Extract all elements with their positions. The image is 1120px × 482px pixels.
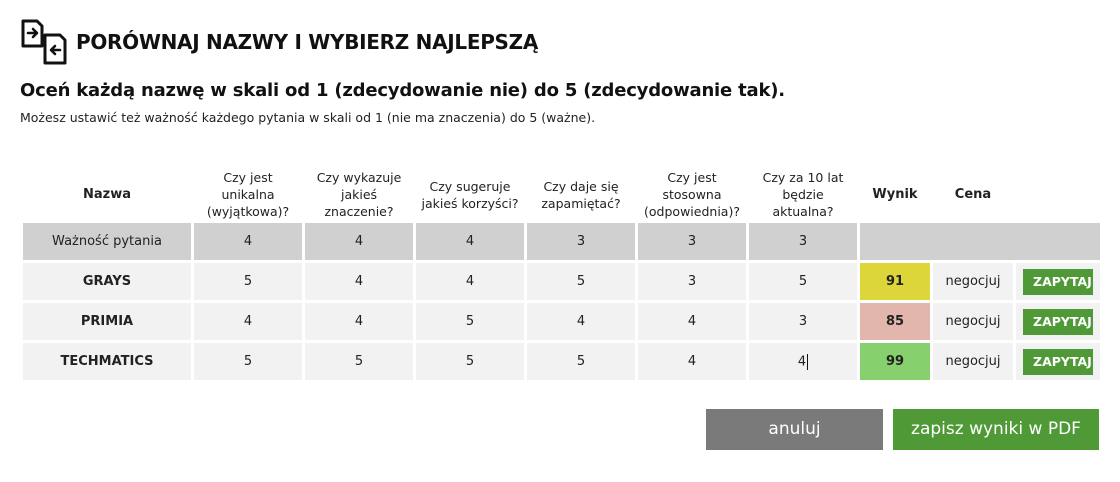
row-name: TECHMATICS bbox=[23, 343, 191, 380]
header-action bbox=[1016, 169, 1100, 220]
instructions-text: Możesz ustawić też ważność każdego pytania w skali od 1 (nie ma znaczenia) do 5 (ważne). bbox=[20, 110, 596, 125]
weight-input[interactable]: 3 bbox=[749, 223, 857, 260]
page-header bbox=[20, 18, 538, 66]
score-cell: 85 bbox=[860, 303, 930, 340]
action-cell bbox=[1016, 343, 1100, 380]
rating-input[interactable]: 5 bbox=[194, 343, 302, 380]
rating-input[interactable]: 5 bbox=[194, 263, 302, 300]
rating-input[interactable]: 4 bbox=[305, 263, 413, 300]
weights-empty bbox=[860, 223, 1100, 260]
ask-button[interactable]: ZAPYTAJ bbox=[1023, 269, 1093, 295]
header-meaning: Czy wykazuje jakieś znaczenie? bbox=[316, 170, 402, 219]
score-cell: 91 bbox=[860, 263, 930, 300]
weight-input[interactable]: 3 bbox=[638, 223, 746, 260]
header-memorable: Czy daje się zapamiętać? bbox=[541, 178, 621, 211]
rating-input[interactable]: 4 bbox=[527, 303, 635, 340]
weight-input[interactable]: 3 bbox=[527, 223, 635, 260]
price-cell: negocjuj bbox=[933, 343, 1013, 380]
row-name: PRIMIA bbox=[23, 303, 191, 340]
row-name: GRAYS bbox=[23, 263, 191, 300]
weight-input[interactable]: 4 bbox=[416, 223, 524, 260]
rating-input[interactable]: 5 bbox=[416, 303, 524, 340]
text-caret bbox=[807, 354, 808, 370]
rating-input[interactable]: 4 bbox=[305, 303, 413, 340]
action-cell bbox=[1016, 303, 1100, 340]
rating-input[interactable]: 4 bbox=[194, 303, 302, 340]
rating-input[interactable]: 5 bbox=[416, 343, 524, 380]
weights-label: Ważność pytania bbox=[23, 223, 191, 260]
instructions-heading: Oceń każdą nazwę w skali od 1 (zdecydowanie nie) do 5 (zdecydowanie tak). bbox=[20, 80, 785, 101]
ask-button[interactable]: ZAPYTAJ bbox=[1023, 309, 1093, 335]
header-unique: Czy jest unikalna (wyjątkowa)? bbox=[206, 170, 290, 219]
action-cell bbox=[1016, 263, 1100, 300]
rating-input[interactable]: 4 bbox=[416, 263, 524, 300]
weight-input[interactable]: 4 bbox=[194, 223, 302, 260]
cancel-button[interactable]: anuluj bbox=[706, 409, 883, 450]
table-header-row bbox=[23, 169, 1100, 220]
table-row bbox=[23, 263, 1100, 300]
page-title: PORÓWNAJ NAZWY I WYBIERZ NAJLEPSZĄ bbox=[76, 30, 539, 54]
rating-input[interactable]: 5 bbox=[749, 263, 857, 300]
ask-button[interactable]: ZAPYTAJ bbox=[1023, 349, 1093, 375]
rating-input[interactable]: 4 bbox=[638, 303, 746, 340]
compare-documents-icon bbox=[20, 18, 68, 66]
rating-input[interactable]: 5 bbox=[527, 343, 635, 380]
save-pdf-button[interactable]: zapisz wyniki w PDF bbox=[893, 409, 1099, 450]
header-name: Nazwa bbox=[82, 187, 131, 202]
price-cell: negocjuj bbox=[933, 263, 1013, 300]
table-row bbox=[23, 343, 1100, 380]
rating-input[interactable]: 5 bbox=[305, 343, 413, 380]
rating-input[interactable]: 3 bbox=[749, 303, 857, 340]
weight-input[interactable]: 4 bbox=[305, 223, 413, 260]
header-appropriate: Czy jest stosowna (odpowiednia)? bbox=[644, 170, 740, 219]
weights-row bbox=[23, 223, 1100, 260]
price-cell: negocjuj bbox=[933, 303, 1013, 340]
comparison-table bbox=[20, 166, 1103, 383]
rating-input[interactable]: 5 bbox=[527, 263, 635, 300]
header-price: Cena bbox=[954, 187, 992, 202]
header-score: Wynik bbox=[872, 187, 918, 202]
header-benefits: Czy sugeruje jakieś korzyści? bbox=[421, 178, 519, 211]
rating-input[interactable]: 4 bbox=[638, 343, 746, 380]
rating-input[interactable]: 3 bbox=[638, 263, 746, 300]
table-row bbox=[23, 303, 1100, 340]
header-future: Czy za 10 lat będzie aktualna? bbox=[762, 170, 844, 219]
score-cell: 99 bbox=[860, 343, 930, 380]
rating-input-active[interactable]: 4 bbox=[749, 343, 857, 380]
